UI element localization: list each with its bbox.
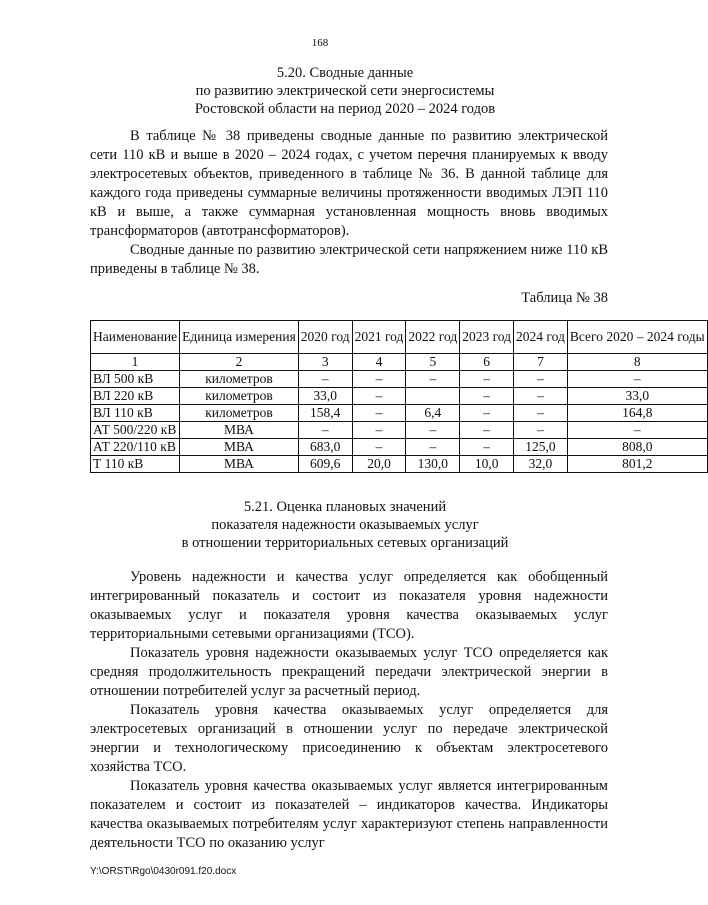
header-unit: Единица измерения — [180, 321, 299, 354]
table-cell: – — [514, 405, 568, 422]
table-cell — [406, 388, 460, 405]
table-cell: – — [406, 439, 460, 456]
table-cell: МВА — [180, 439, 299, 456]
title-line: 5.20. Сводные данные — [276, 65, 414, 81]
section-5-20-body — [90, 127, 608, 279]
table-cell: 125,0 — [514, 439, 568, 456]
table-row — [91, 371, 708, 388]
table-cell: километров — [180, 371, 299, 388]
table-cell: – — [298, 422, 352, 439]
table-cell: – — [406, 422, 460, 439]
table-cell: АТ 500/220 кВ — [91, 422, 180, 439]
table-cell: – — [460, 405, 514, 422]
section-5-20-title — [90, 64, 600, 118]
table-cell: 33,0 — [298, 388, 352, 405]
table-cell: – — [352, 422, 406, 439]
table-cell: 683,0 — [298, 439, 352, 456]
table-cell: ВЛ 500 кВ — [91, 371, 180, 388]
header-2022: 2022 год — [406, 321, 460, 354]
title-line: 5.21. Оценка плановых значений — [243, 499, 447, 515]
title-line: по развитию электрической сети энергосистемы — [195, 83, 495, 99]
table-cell: – — [460, 422, 514, 439]
paragraph: Показатель уровня качества оказываемых услуг является интегрированным показателем и состоит из показателей – индикаторов качества. Индикаторы качества оказываемых потребителям услуг характеризуют степень направленности деятельности ТСО по оказанию услуг — [90, 778, 608, 851]
table-cell: – — [352, 388, 406, 405]
title-line: показателя надежности оказываемых услуг — [211, 517, 479, 533]
table-cell: 130,0 — [406, 456, 460, 473]
column-number: 1 — [91, 354, 180, 371]
section-5-21-title — [90, 498, 600, 552]
table-cell: 609,6 — [298, 456, 352, 473]
table-cell: – — [460, 439, 514, 456]
table-cell: МВА — [180, 422, 299, 439]
table-cell: Т 110 кВ — [91, 456, 180, 473]
table-cell: – — [514, 422, 568, 439]
header-2023: 2023 год — [460, 321, 514, 354]
title-line: в отношении территориальных сетевых организаций — [181, 535, 509, 551]
table-cell: 6,4 — [406, 405, 460, 422]
column-number: 4 — [352, 354, 406, 371]
column-number: 8 — [567, 354, 707, 371]
column-number-row — [91, 354, 708, 371]
table-cell: – — [406, 371, 460, 388]
table-cell: 32,0 — [514, 456, 568, 473]
column-number: 3 — [298, 354, 352, 371]
table-cell: километров — [180, 405, 299, 422]
table-cell: – — [567, 422, 707, 439]
section-5-21-body — [90, 568, 608, 853]
paragraph: В таблице № 38 приведены сводные данные по развитию электрической сети 110 кВ и выше в 2020 – 2024 годах, с учетом перечня планируемых к вводу электросетевых объектов, приведенного в таблице № 36. В данной таблице для каждого года приведены суммарные величины протяженности вводимых ЛЭП 110 кВ и выше, а также суммарная установленная мощность вновь вводимых трансформаторов (автотрансформаторов). — [90, 128, 608, 239]
page-number: 168 — [311, 37, 329, 49]
table-row — [91, 422, 708, 439]
column-number: 6 — [460, 354, 514, 371]
title-line: Ростовской области на период 2020 – 2024 годов — [194, 101, 496, 117]
header-2020: 2020 год — [298, 321, 352, 354]
table-cell: ВЛ 110 кВ — [91, 405, 180, 422]
table-cell: – — [514, 371, 568, 388]
header-total: Всего 2020 – 2024 годы — [567, 321, 707, 354]
summary-table — [90, 320, 708, 473]
table-cell: – — [460, 388, 514, 405]
table-cell: АТ 220/110 кВ — [91, 439, 180, 456]
paragraph: Показатель уровня надежности оказываемых услуг ТСО определяется как средняя продолжительность прекращений передачи электрической энергии в отношении потребителей услуг за расчетный период. — [90, 645, 608, 699]
header-2024: 2024 год — [514, 321, 568, 354]
table-row — [91, 439, 708, 456]
table-cell: 164,8 — [567, 405, 707, 422]
table-cell: – — [514, 388, 568, 405]
table-cell: – — [352, 371, 406, 388]
table-caption: Таблица № 38 — [521, 290, 608, 306]
table-cell: 33,0 — [567, 388, 707, 405]
paragraph: Сводные данные по развитию электрической сети напряжением ниже 110 кВ приведены в таблице № 38. — [90, 242, 608, 277]
table-cell: 10,0 — [460, 456, 514, 473]
header-2021: 2021 год — [352, 321, 406, 354]
file-path-footer: Y:\ORST\Rgo\0430r091.f20.docx — [90, 866, 237, 877]
table-cell: – — [352, 405, 406, 422]
table-row — [91, 456, 708, 473]
table-cell: километров — [180, 388, 299, 405]
paragraph: Показатель уровня качества оказываемых услуг определяется для электросетевых организаций в отношении услуг по передаче электрической энергии и технологическому присоединению к объектам электросетевого хозяйства ТСО. — [90, 702, 608, 775]
table-row — [91, 388, 708, 405]
table-cell: – — [460, 371, 514, 388]
column-number: 5 — [406, 354, 460, 371]
table-cell: – — [352, 439, 406, 456]
paragraph: Уровень надежности и качества услуг определяется как обобщенный интегрированный показатель и состоит из показателя уровня надежности оказываемых услуг и показателя уровня качества оказываемых услуг территориальными сетевыми организациями (ТСО). — [90, 569, 608, 642]
column-number: 2 — [180, 354, 299, 371]
column-number: 7 — [514, 354, 568, 371]
table-cell: ВЛ 220 кВ — [91, 388, 180, 405]
table-row — [91, 405, 708, 422]
header-name: Наименование — [91, 321, 180, 354]
table-header-row — [91, 321, 708, 354]
table-cell: 808,0 — [567, 439, 707, 456]
table-cell: – — [567, 371, 707, 388]
table-cell: 158,4 — [298, 405, 352, 422]
table-cell: 801,2 — [567, 456, 707, 473]
table-cell: МВА — [180, 456, 299, 473]
table-cell: 20,0 — [352, 456, 406, 473]
table-cell: – — [298, 371, 352, 388]
